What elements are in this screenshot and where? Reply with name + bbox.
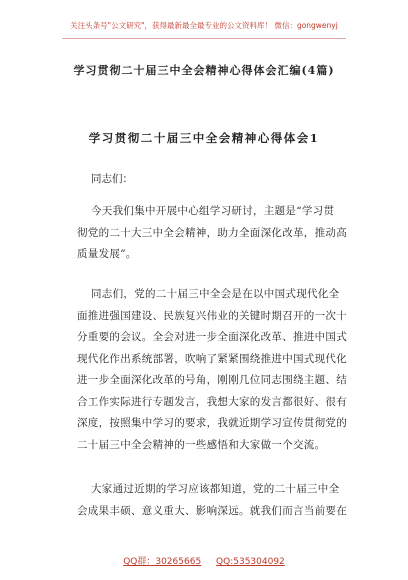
paragraph-line: 二十届三中全会精神的一些感悟和大家做一个交流。: [77, 438, 326, 451]
paragraph-line: 深度，按照集中学习的要求，我就近期学习宣传贯彻党的: [77, 417, 347, 429]
paragraph-line: 今天我们集中开展中心组学习研讨，主题是“学习贯: [91, 205, 335, 217]
header-divider: [62, 38, 346, 39]
paragraph: [77, 479, 347, 522]
paragraph-line: 现代化作出系统部署，吹响了紧紧围绕推进中国式现代化: [77, 352, 347, 365]
paragraph-line: 合工作实际进行专题发言，我想大家的发言都很好、很有: [77, 395, 347, 408]
header-banner: 关注头条号"公文研究"，获得最新最全最专业的公文资料库！ 微信：gongwenyj: [70, 21, 338, 30]
greeting: 同志们：: [91, 173, 133, 185]
paragraph-line: 彻党的二十大三中全会精神，助力全面深化改革，推动高: [77, 226, 347, 239]
footer-contact: [0, 554, 408, 567]
article-title: 学习贯彻二十届三中全会精神心得体会1: [88, 131, 320, 145]
collection-title: 学习贯彻二十届三中全会精神心得体会汇编(4篇): [73, 64, 335, 77]
paragraph: [77, 201, 347, 266]
paragraph-line: 面推进强国建设、民族复兴伟业的关键时期召开的一次十: [77, 309, 347, 322]
footer-qq-group: QQ群：30265665: [123, 557, 202, 567]
paragraph-line: 同志们，党的二十届三中全会是在以中国式现代化全: [91, 288, 340, 300]
footer-qq: QQ:535304092: [216, 557, 285, 567]
paragraph-line: 会成果丰硕、意义重大、影响深远。就我们而言当前要在: [77, 504, 347, 517]
paragraph-line: 质量发展”。: [77, 248, 137, 260]
paragraph-line: 进一步全面深化改革的号角，刚刚几位同志围绕主题、结: [77, 374, 347, 386]
paragraph-line: 大家通过近期的学习应该都知道，党的二十届三中全: [91, 483, 340, 495]
paragraph: [77, 284, 347, 456]
paragraph-line: 分重要的会议。全会对进一步全面深化改革、推进中国式: [77, 331, 347, 343]
